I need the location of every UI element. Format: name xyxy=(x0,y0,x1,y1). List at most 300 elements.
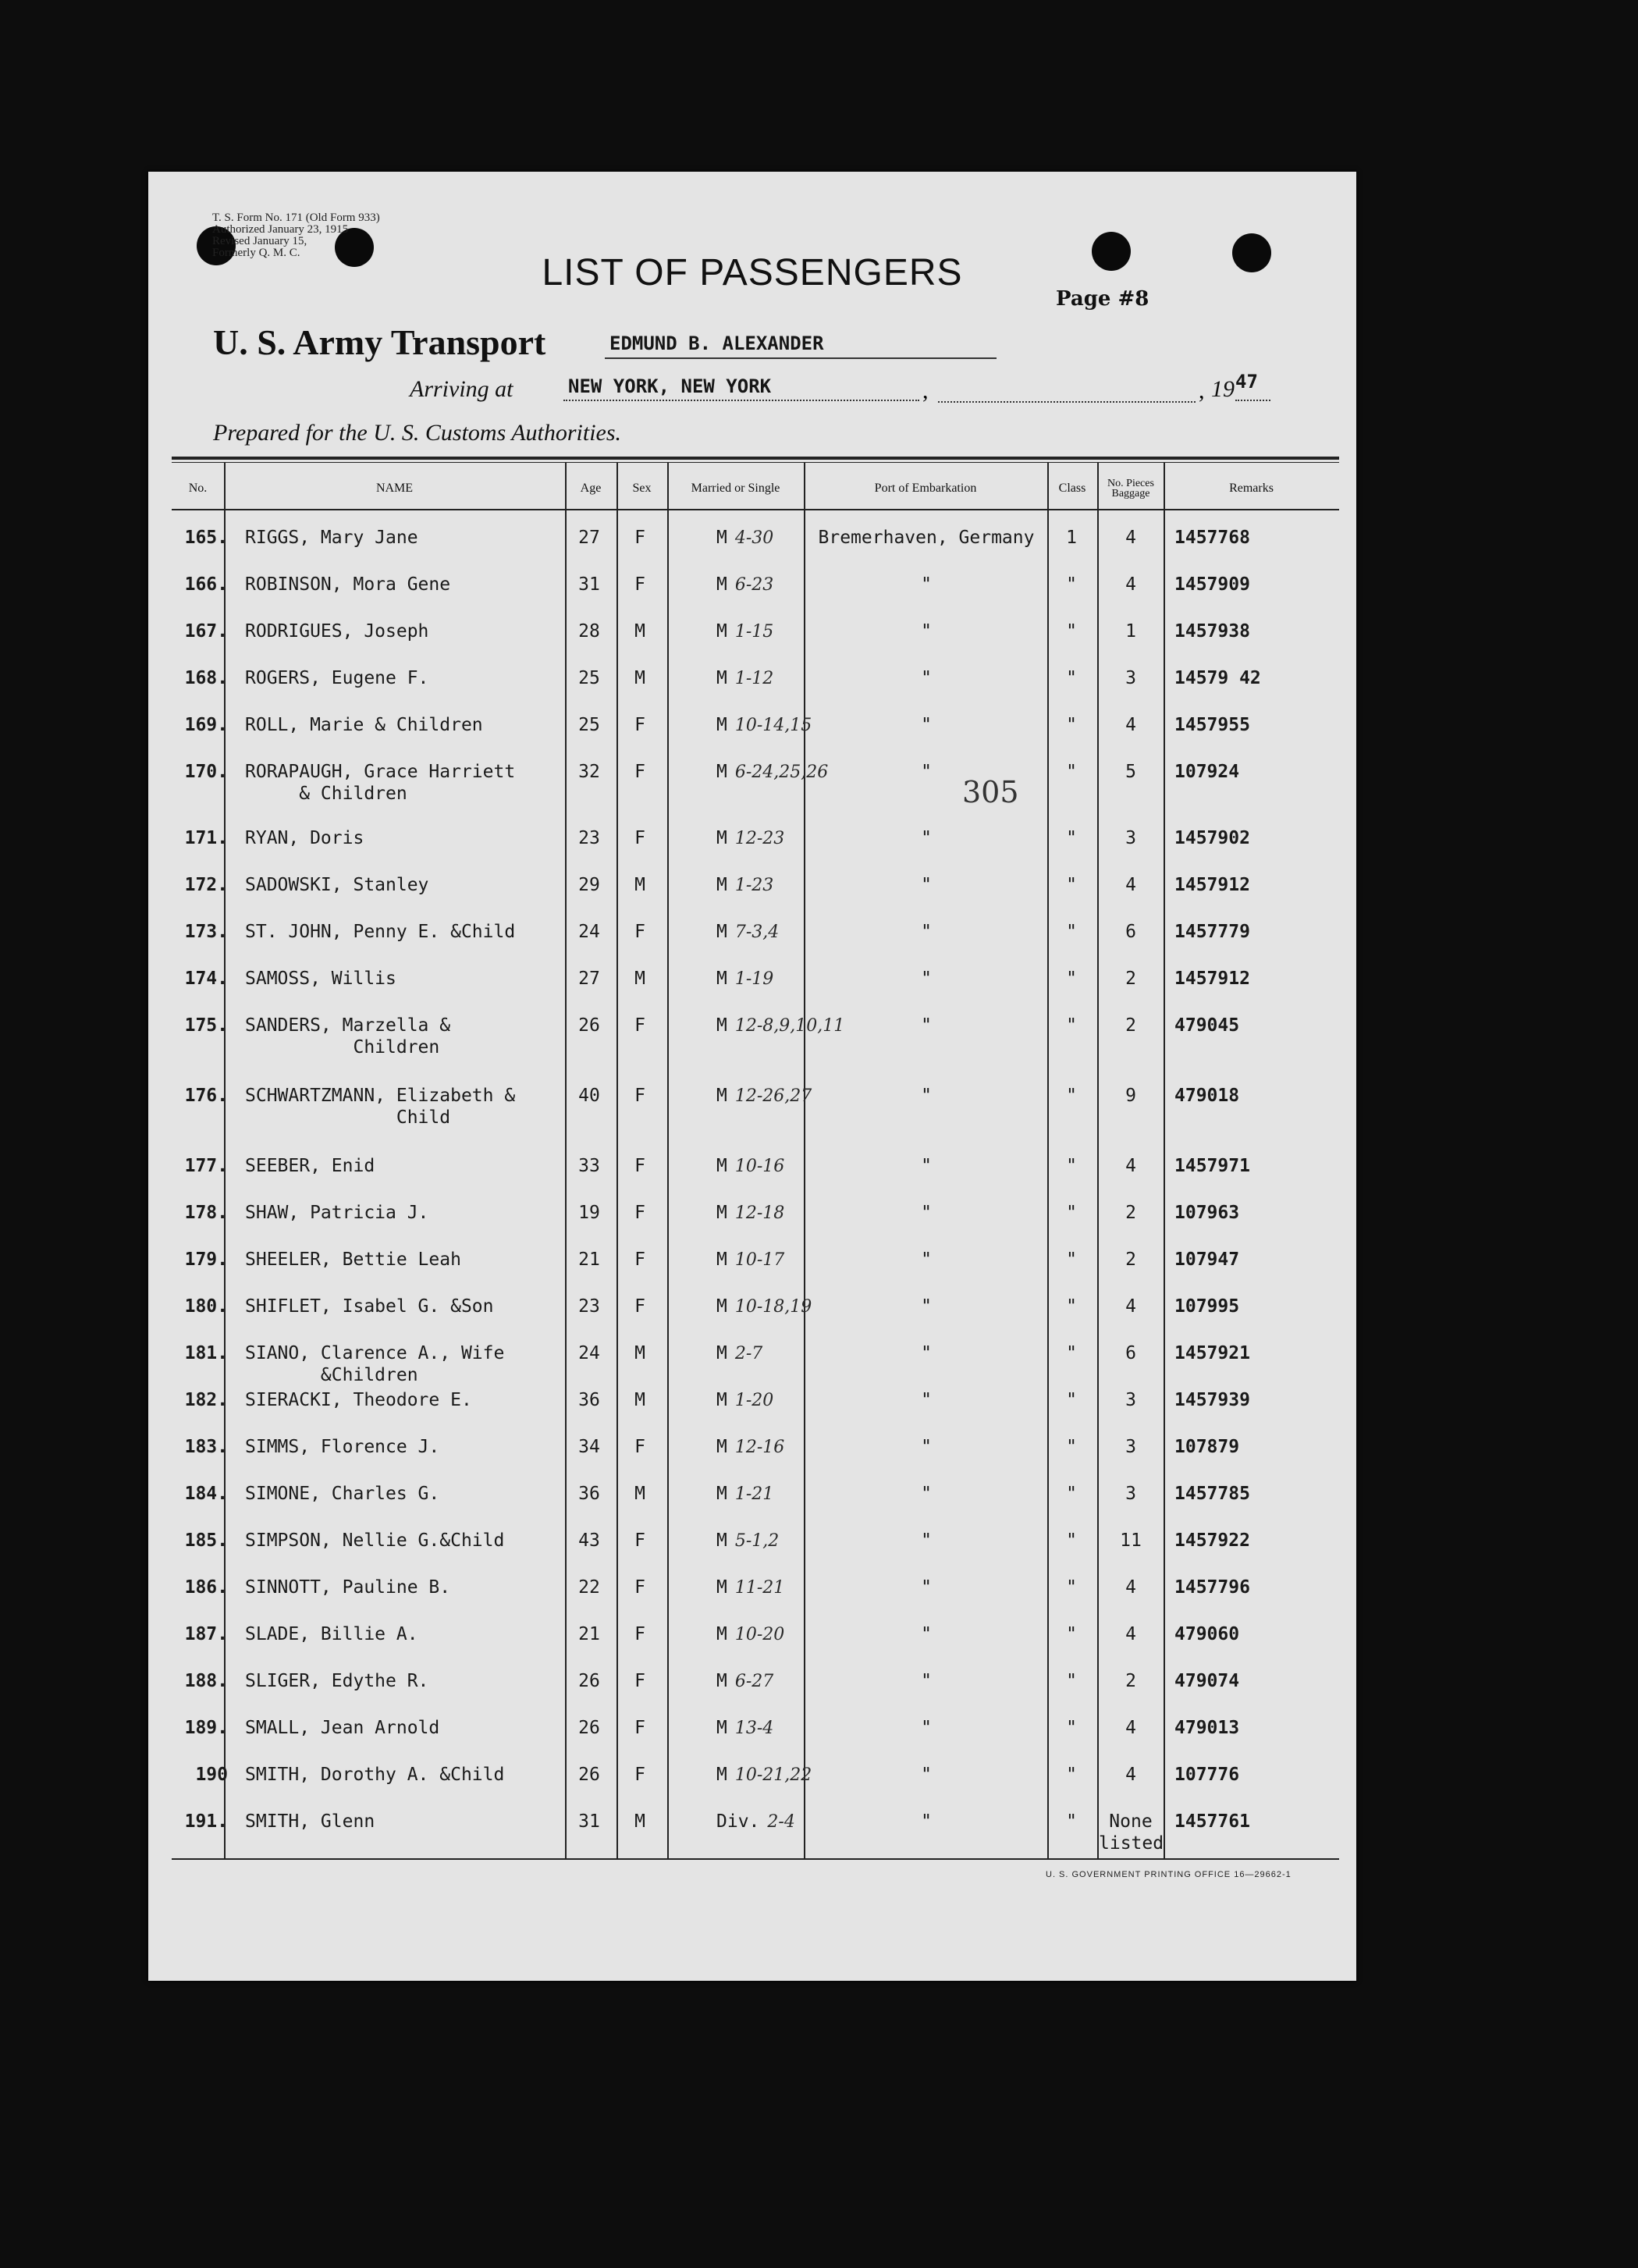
passenger-sex: M xyxy=(634,969,645,989)
passenger-class: " xyxy=(1066,1250,1077,1270)
handwritten-date: 12-26,27 xyxy=(734,1086,812,1106)
passenger-sex: F xyxy=(634,715,645,735)
passenger-sex: F xyxy=(634,762,645,782)
year-value: 47 xyxy=(1235,370,1270,401)
marital-status xyxy=(716,1811,795,1833)
row-number: 166. xyxy=(184,574,228,595)
passenger-name: RYAN, Doris xyxy=(245,828,364,848)
handwritten-date: 2-4 xyxy=(767,1812,795,1832)
passenger-class: " xyxy=(1066,922,1077,942)
marital-status-code: M xyxy=(716,1671,727,1691)
remarks-number: 1457922 xyxy=(1174,1530,1250,1551)
table-row xyxy=(148,968,1356,1015)
marital-status-code: M xyxy=(716,1015,727,1036)
handwritten-date: 10-21,22 xyxy=(734,1765,812,1785)
passenger-sex: F xyxy=(634,1015,645,1036)
port-of-embarkation: " xyxy=(921,715,932,735)
handwritten-date: 12-8,9,10,11 xyxy=(734,1016,845,1036)
row-number: 184. xyxy=(184,1484,228,1504)
marital-status xyxy=(716,574,773,596)
passenger-class: " xyxy=(1066,969,1077,989)
port-of-embarkation: " xyxy=(921,969,932,989)
marital-status-code: M xyxy=(716,969,727,989)
passenger-sex: M xyxy=(634,1811,645,1832)
marital-status xyxy=(716,827,784,850)
passenger-name: SIANO, Clarence A., Wife &Children xyxy=(245,1343,505,1385)
marital-status-code: M xyxy=(716,715,727,735)
form-header-line: Authorized January 23, 1915 xyxy=(212,223,349,236)
transport-label: U. S. Army Transport xyxy=(213,322,546,362)
table-row xyxy=(148,1436,1356,1483)
passenger-age: 21 xyxy=(578,1624,600,1644)
baggage-pieces: 4 xyxy=(1125,875,1136,895)
passenger-name: SHAW, Patricia J. xyxy=(245,1203,429,1223)
handwritten-date: 11-21 xyxy=(734,1578,785,1598)
passenger-sex: F xyxy=(634,1577,645,1598)
passenger-class: " xyxy=(1066,574,1077,595)
marital-status xyxy=(716,1155,784,1178)
passenger-age: 29 xyxy=(578,875,600,895)
baggage-pieces: 2 xyxy=(1125,1671,1136,1691)
passenger-sex: F xyxy=(634,1437,645,1457)
marital-status-code: M xyxy=(716,668,727,688)
passenger-sex: F xyxy=(634,1718,645,1738)
marital-status-code: M xyxy=(716,574,727,595)
marital-status-code: M xyxy=(716,1343,727,1363)
passenger-age: 31 xyxy=(578,574,600,595)
passenger-age: 23 xyxy=(578,828,600,848)
baggage-pieces: 4 xyxy=(1125,528,1136,548)
handwritten-date: 1-20 xyxy=(734,1391,774,1410)
handwritten-date: 5-1,2 xyxy=(734,1531,780,1551)
table-row xyxy=(148,921,1356,968)
passenger-name: ROGERS, Eugene F. xyxy=(245,668,429,688)
passenger-sex: F xyxy=(634,1250,645,1270)
port-of-embarkation: " xyxy=(921,1811,932,1832)
port-of-embarkation: " xyxy=(921,1624,932,1644)
passenger-name: SIMONE, Charles G. xyxy=(245,1484,440,1504)
table-row xyxy=(148,1342,1356,1389)
marital-status-code: M xyxy=(716,1530,727,1551)
marital-status-code: M xyxy=(716,1437,727,1457)
passenger-name: SHEELER, Bettie Leah xyxy=(245,1250,461,1270)
passenger-name: ROBINSON, Mora Gene xyxy=(245,574,451,595)
passenger-age: 24 xyxy=(578,1343,600,1363)
passenger-name: SHIFLET, Isabel G. &Son xyxy=(245,1296,494,1317)
remarks-number: 1457909 xyxy=(1174,574,1250,595)
col-header-name: NAME xyxy=(375,482,414,495)
marital-status xyxy=(716,1623,784,1646)
stamped-number: 305 xyxy=(962,775,1019,809)
remarks-number: 1457902 xyxy=(1174,828,1250,848)
port-of-embarkation: " xyxy=(921,1577,932,1598)
baggage-pieces: 3 xyxy=(1125,1437,1136,1457)
marital-status-code: M xyxy=(716,1718,727,1738)
remarks-number: 1457955 xyxy=(1174,715,1250,735)
baggage-pieces: 3 xyxy=(1125,1484,1136,1504)
marital-status-code: M xyxy=(716,762,727,782)
passenger-class: " xyxy=(1066,1671,1077,1691)
marital-status xyxy=(716,1717,773,1740)
passenger-age: 25 xyxy=(578,715,600,735)
handwritten-date: 6-24,25,26 xyxy=(734,763,829,782)
remarks-number: 479074 xyxy=(1174,1671,1240,1691)
handwritten-date: 4-30 xyxy=(734,528,774,548)
row-number: 188. xyxy=(184,1671,228,1691)
remarks-number: 107995 xyxy=(1174,1296,1240,1317)
port-of-embarkation: " xyxy=(921,922,932,942)
passenger-sex: F xyxy=(634,1671,645,1691)
passenger-age: 36 xyxy=(578,1390,600,1410)
port-of-embarkation: " xyxy=(921,1203,932,1223)
marital-status xyxy=(716,714,812,737)
handwritten-date: 12-16 xyxy=(734,1438,785,1457)
passenger-sex: M xyxy=(634,1390,645,1410)
remarks-number: 14579 42 xyxy=(1174,668,1261,688)
table-row xyxy=(148,574,1356,620)
marital-status xyxy=(716,1483,773,1505)
passenger-name: SMALL, Jean Arnold xyxy=(245,1718,440,1738)
passenger-name: SIERACKI, Theodore E. xyxy=(245,1390,472,1410)
table-row xyxy=(148,1015,1356,1061)
handwritten-date: 13-4 xyxy=(734,1719,774,1738)
remarks-number: 1457796 xyxy=(1174,1577,1250,1598)
handwritten-date: 6-27 xyxy=(734,1672,774,1691)
marital-status xyxy=(716,1202,784,1225)
passenger-age: 23 xyxy=(578,1296,600,1317)
prepared-for-note: Prepared for the U. S. Customs Authorities. xyxy=(213,420,622,446)
remarks-number: 1457971 xyxy=(1174,1156,1250,1176)
remarks-number: 1457939 xyxy=(1174,1390,1250,1410)
row-number: 185. xyxy=(184,1530,228,1551)
passenger-class: " xyxy=(1066,1437,1077,1457)
row-number: 181. xyxy=(184,1343,228,1363)
col-header-port: Port of Embarkation xyxy=(874,482,977,495)
passenger-name: ST. JOHN, Penny E. &Child xyxy=(245,922,516,942)
marital-status xyxy=(716,667,773,690)
passenger-class: " xyxy=(1066,1086,1077,1106)
marital-status xyxy=(716,1342,762,1365)
handwritten-date: 10-16 xyxy=(734,1157,785,1176)
passenger-age: 32 xyxy=(578,762,600,782)
passenger-age: 21 xyxy=(578,1250,600,1270)
marital-status xyxy=(716,1389,773,1412)
table-row xyxy=(148,1085,1356,1132)
passenger-class: " xyxy=(1066,875,1077,895)
passenger-sex: M xyxy=(634,621,645,642)
passenger-class: " xyxy=(1066,715,1077,735)
baggage-pieces: 1 xyxy=(1125,621,1136,642)
baggage-pieces: 4 xyxy=(1125,1577,1136,1598)
col-header-baggage: No. Pieces Baggage xyxy=(1107,478,1154,499)
remarks-number: 479018 xyxy=(1174,1086,1240,1106)
passenger-name: SIMPSON, Nellie G.&Child xyxy=(245,1530,505,1551)
passenger-name: SIMMS, Florence J. xyxy=(245,1437,440,1457)
passenger-class: " xyxy=(1066,1765,1077,1785)
passenger-age: 28 xyxy=(578,621,600,642)
baggage-pieces: 4 xyxy=(1125,1718,1136,1738)
port-of-embarkation: " xyxy=(921,1671,932,1691)
passenger-sex: M xyxy=(634,1343,645,1363)
passenger-class: " xyxy=(1066,621,1077,642)
col-header-married: Married or Single xyxy=(691,482,780,495)
handwritten-date: 10-17 xyxy=(734,1250,785,1270)
row-number: 167. xyxy=(184,621,228,642)
form-header-line: Revised January 15, xyxy=(212,235,307,247)
port-of-embarkation: " xyxy=(921,1390,932,1410)
passenger-age: 26 xyxy=(578,1765,600,1785)
passenger-class: " xyxy=(1066,1343,1077,1363)
passenger-class: " xyxy=(1066,1015,1077,1036)
col-header-no: No. xyxy=(188,482,208,495)
baggage-pieces: 2 xyxy=(1125,1203,1136,1223)
table-row xyxy=(148,714,1356,761)
baggage-pieces: 4 xyxy=(1125,574,1136,595)
passenger-age: 34 xyxy=(578,1437,600,1457)
row-number: 191. xyxy=(184,1811,228,1832)
passenger-age: 43 xyxy=(578,1530,600,1551)
table-row xyxy=(148,1202,1356,1249)
ship-name: EDMUND B. ALEXANDER xyxy=(605,328,997,359)
page-title: LIST OF PASSENGERS xyxy=(542,252,963,293)
passenger-name: SLIGER, Edythe R. xyxy=(245,1671,429,1691)
handwritten-date: 10-14,15 xyxy=(734,716,812,735)
baggage-pieces: 2 xyxy=(1125,1250,1136,1270)
arriving-port: NEW YORK, NEW YORK xyxy=(563,371,919,401)
table-row xyxy=(148,761,1356,808)
marital-status xyxy=(716,874,773,897)
row-number: 170. xyxy=(184,762,228,782)
marital-status-code: M xyxy=(716,1296,727,1317)
passenger-class: " xyxy=(1066,1577,1077,1598)
table-row xyxy=(148,1296,1356,1342)
marital-status-code: M xyxy=(716,621,727,642)
handwritten-date: 10-18,19 xyxy=(734,1297,812,1317)
port-of-embarkation: " xyxy=(921,828,932,848)
marital-status-code: M xyxy=(716,1086,727,1106)
passenger-name: SANDERS, Marzella & Children xyxy=(245,1015,451,1058)
passenger-age: 40 xyxy=(578,1086,600,1106)
year-prefix: 19 xyxy=(1211,376,1235,402)
marital-status-code: M xyxy=(716,528,727,548)
table-row xyxy=(148,874,1356,921)
baggage-pieces: 4 xyxy=(1125,1296,1136,1317)
page-number: Page #8 xyxy=(1056,287,1149,311)
row-number: 179. xyxy=(184,1250,228,1270)
row-number: 172. xyxy=(184,875,228,895)
remarks-number: 107879 xyxy=(1174,1437,1240,1457)
row-number: 174. xyxy=(184,969,228,989)
marital-status xyxy=(716,620,773,643)
port-of-embarkation: " xyxy=(921,875,932,895)
baggage-pieces: 4 xyxy=(1125,715,1136,735)
passenger-age: 26 xyxy=(578,1718,600,1738)
passenger-sex: F xyxy=(634,1086,645,1106)
passenger-sex: F xyxy=(634,1530,645,1551)
port-of-embarkation: " xyxy=(921,1296,932,1317)
passenger-age: 19 xyxy=(578,1203,600,1223)
passenger-name: RORAPAUGH, Grace Harriett & Children xyxy=(245,762,516,804)
baggage-pieces: 9 xyxy=(1125,1086,1136,1106)
passenger-class: " xyxy=(1066,1530,1077,1551)
passenger-sex: M xyxy=(634,1484,645,1504)
passenger-class: " xyxy=(1066,668,1077,688)
marital-status xyxy=(716,1530,779,1552)
baggage-pieces: 4 xyxy=(1125,1765,1136,1785)
passenger-class: " xyxy=(1066,1390,1077,1410)
marital-status-code: M xyxy=(716,1624,727,1644)
table-row xyxy=(148,827,1356,874)
remarks-number: 107776 xyxy=(1174,1765,1240,1785)
row-number: 182. xyxy=(184,1390,228,1410)
table-row xyxy=(148,1717,1356,1764)
handwritten-date: 1-23 xyxy=(734,876,774,895)
marital-status-code: M xyxy=(716,828,727,848)
baggage-pieces: 6 xyxy=(1125,922,1136,942)
passenger-sex: F xyxy=(634,1296,645,1317)
passenger-sex: F xyxy=(634,574,645,595)
marital-status-code: M xyxy=(716,1390,727,1410)
remarks-number: 1457779 xyxy=(1174,922,1250,942)
table-row xyxy=(148,667,1356,714)
row-number: 183. xyxy=(184,1437,228,1457)
marital-status xyxy=(716,921,779,944)
baggage-pieces: 6 xyxy=(1125,1343,1136,1363)
arriving-label: Arriving at xyxy=(410,376,513,402)
marital-status xyxy=(716,968,773,990)
remarks-number: 107947 xyxy=(1174,1250,1240,1270)
passenger-age: 24 xyxy=(578,922,600,942)
port-of-embarkation: " xyxy=(921,1156,932,1176)
table-row xyxy=(148,1577,1356,1623)
table-row xyxy=(148,1530,1356,1577)
port-of-embarkation: " xyxy=(921,1343,932,1363)
port-of-embarkation: " xyxy=(921,1718,932,1738)
passenger-class: " xyxy=(1066,1296,1077,1317)
separator: , xyxy=(922,378,929,403)
passenger-name: ROLL, Marie & Children xyxy=(245,715,483,735)
marital-status xyxy=(716,1015,844,1037)
row-number: 173. xyxy=(184,922,228,942)
row-number: 175. xyxy=(184,1015,228,1036)
port-of-embarkation: " xyxy=(921,1530,932,1551)
passenger-sex: M xyxy=(634,875,645,895)
baggage-pieces: 11 xyxy=(1120,1530,1142,1551)
row-number: 177. xyxy=(184,1156,228,1176)
handwritten-date: 1-19 xyxy=(734,969,774,989)
row-number: 187. xyxy=(184,1624,228,1644)
marital-status xyxy=(716,1577,784,1599)
marital-status xyxy=(716,1436,784,1459)
passenger-sex: F xyxy=(634,922,645,942)
arrival-date-blank xyxy=(938,371,1196,403)
marital-status xyxy=(716,1249,784,1271)
port-of-embarkation: Bremerhaven, Germany xyxy=(818,528,1035,548)
table-row xyxy=(148,620,1356,667)
table-row xyxy=(148,1623,1356,1670)
row-number: 180. xyxy=(184,1296,228,1317)
passenger-class: " xyxy=(1066,828,1077,848)
marital-status-code: Div. xyxy=(716,1811,760,1832)
remarks-number: 1457761 xyxy=(1174,1811,1250,1832)
remarks-number: 479060 xyxy=(1174,1624,1240,1644)
handwritten-date: 10-20 xyxy=(734,1625,785,1644)
passenger-age: 27 xyxy=(578,969,600,989)
baggage-pieces: 5 xyxy=(1125,762,1136,782)
row-number: 169. xyxy=(184,715,228,735)
table-row xyxy=(148,1811,1356,1857)
row-number: 168. xyxy=(184,668,228,688)
col-header-remarks: Remarks xyxy=(1229,482,1274,495)
remarks-number: 1457938 xyxy=(1174,621,1250,642)
table-row xyxy=(148,527,1356,574)
table-top-rule xyxy=(172,457,1339,460)
passenger-name: SMITH, Glenn xyxy=(245,1811,375,1832)
marital-status-code: M xyxy=(716,922,727,942)
port-of-embarkation: " xyxy=(921,621,932,642)
passenger-name: RIGGS, Mary Jane xyxy=(245,528,418,548)
marital-status-code: M xyxy=(716,1484,727,1504)
passenger-name: SCHWARTZMANN, Elizabeth & Child xyxy=(245,1086,516,1128)
passenger-name: SLADE, Billie A. xyxy=(245,1624,418,1644)
marital-status xyxy=(716,527,773,549)
passenger-name: SINNOTT, Pauline B. xyxy=(245,1577,451,1598)
passenger-sex: M xyxy=(634,668,645,688)
marital-status-code: M xyxy=(716,1577,727,1598)
passenger-class: 1 xyxy=(1066,528,1077,548)
table-row xyxy=(148,1764,1356,1811)
passenger-age: 36 xyxy=(578,1484,600,1504)
passenger-sex: F xyxy=(634,1624,645,1644)
passenger-age: 33 xyxy=(578,1156,600,1176)
remarks-number: 107963 xyxy=(1174,1203,1240,1223)
handwritten-date: 6-23 xyxy=(734,575,774,595)
passenger-class: " xyxy=(1066,1203,1077,1223)
passenger-sex: F xyxy=(634,1203,645,1223)
passenger-age: 31 xyxy=(578,1811,600,1832)
handwritten-date: 1-21 xyxy=(734,1484,774,1504)
passenger-sex: F xyxy=(634,828,645,848)
remarks-number: 1457912 xyxy=(1174,875,1250,895)
table-row xyxy=(148,1670,1356,1717)
passenger-class: " xyxy=(1066,1718,1077,1738)
passenger-age: 26 xyxy=(578,1671,600,1691)
passenger-sex: F xyxy=(634,1765,645,1785)
handwritten-date: 1-15 xyxy=(734,622,774,642)
row-number: 171. xyxy=(184,828,228,848)
printer-imprint: U. S. GOVERNMENT PRINTING OFFICE 16—29662-1 xyxy=(1046,1870,1292,1879)
remarks-number: 479013 xyxy=(1174,1718,1240,1738)
handwritten-date: 12-23 xyxy=(734,829,785,848)
col-header-class: Class xyxy=(1058,482,1086,495)
passenger-class: " xyxy=(1066,762,1077,782)
baggage-pieces: 3 xyxy=(1125,828,1136,848)
marital-status xyxy=(716,1296,812,1318)
marital-status xyxy=(716,1764,812,1786)
port-of-embarkation: " xyxy=(921,1086,932,1106)
passenger-sex: F xyxy=(634,1156,645,1176)
handwritten-date: 2-7 xyxy=(734,1344,763,1363)
passenger-name: RODRIGUES, Joseph xyxy=(245,621,429,642)
passenger-age: 27 xyxy=(578,528,600,548)
passenger-class: " xyxy=(1066,1484,1077,1504)
passenger-sex: F xyxy=(634,528,645,548)
separator: , xyxy=(1199,378,1205,403)
form-header-line: T. S. Form No. 171 (Old Form 933) xyxy=(212,212,380,224)
passenger-name: SAMOSS, Willis xyxy=(245,969,396,989)
marital-status-code: M xyxy=(716,1250,727,1270)
marital-status-code: M xyxy=(716,1203,727,1223)
